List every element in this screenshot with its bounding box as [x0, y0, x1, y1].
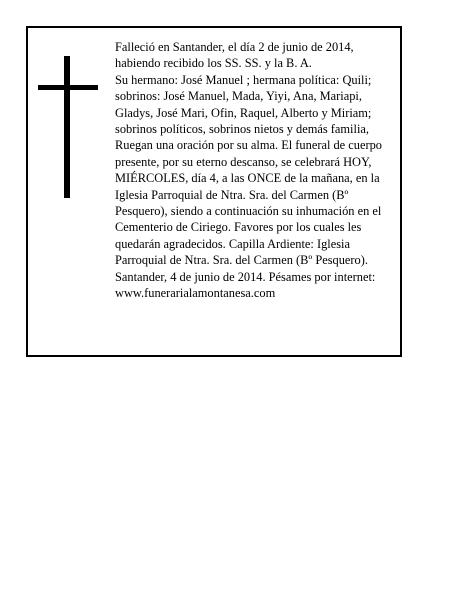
obituary-line-13: quedarán agradecidos. Capilla Ardiente: Iglesia: [115, 236, 350, 251]
obituary-line-1: Falleció en Santander, el día 2 de junio de 2014,: [115, 40, 354, 54]
cross-icon: [38, 56, 98, 198]
obituary-line-4: sobrinos: José Manuel, Mada, Yiyi, Ana, Mariapi,: [115, 89, 362, 104]
obituary-text: [115, 39, 405, 302]
obituary-line-7: Ruegan una oración por su alma. El funeral de cuerpo: [115, 138, 382, 153]
obituary-line-2: habiendo recibido los SS. SS. y la B. A.: [115, 56, 312, 71]
obituary-line-8: presente, por su eterno descanso, se celebrará HOY,: [115, 154, 372, 169]
obituary-line-6: sobrinos políticos, sobrinos nietos y demás familia,: [115, 122, 369, 137]
obituary-line-11: Pesquero), siendo a continuación su inhumación en el: [115, 204, 382, 219]
obituary-line-3: Su hermano: José Manuel ; hermana política: Quili;: [115, 72, 372, 87]
obituary-line-12: Cementerio de Ciriego. Favores por los cuales les: [115, 220, 362, 235]
obituary-line-16[interactable]: www.funerarialamontanesa.com: [115, 286, 276, 301]
cross-horizontal-bar: [38, 85, 98, 90]
obituary-line-10: Iglesia Parroquial de Ntra. Sra. del Carmen (Bº: [115, 187, 349, 202]
obituary-line-14: Parroquial de Ntra. Sra. del Carmen (Bº Pesquero).: [115, 253, 368, 268]
obituary-line-9: MIÉRCOLES, día 4, a las ONCE de la mañana, en la: [115, 171, 380, 186]
obituary-notice: [26, 26, 402, 357]
obituary-line-15: Santander, 4 de junio de 2014. Pésames por internet:: [115, 269, 376, 284]
obituary-line-5: Gladys, José Mari, Ofin, Raquel, Alberto y Miriam;: [115, 105, 372, 120]
cross-vertical-bar: [64, 56, 70, 198]
